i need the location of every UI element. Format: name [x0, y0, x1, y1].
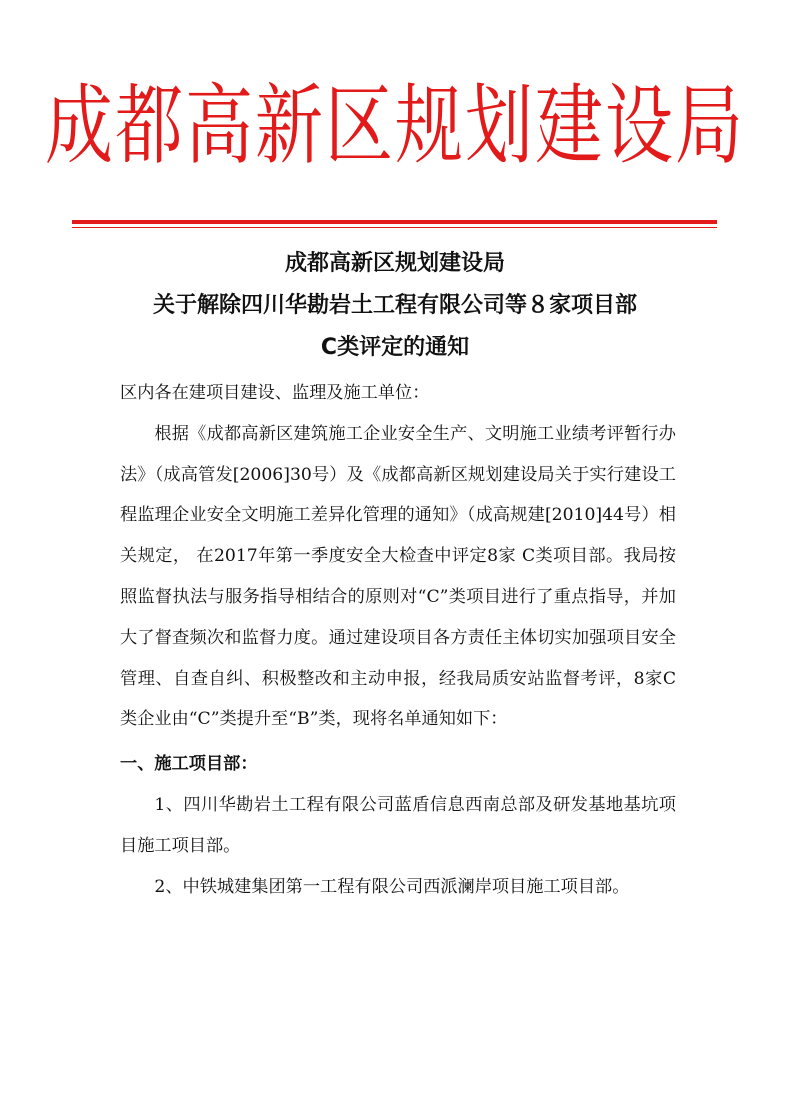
letterhead-rule-thin [72, 227, 717, 228]
document-title-line-3: C类评定的通知 [320, 335, 470, 360]
salutation: 区内各在建项目建设、监理及施工单位： [120, 383, 430, 403]
document-title-line-2: 关于解除四川华勘岩土工程有限公司等８家项目部 [152, 293, 637, 318]
document-title-line-1: 成都高新区规划建设局 [284, 251, 505, 276]
document-body [120, 373, 676, 907]
letterhead-rule-thick [72, 220, 717, 224]
section-heading: 一、施工项目部： [120, 754, 258, 775]
list-item: 2、中铁城建集团第一工程有限公司西派澜岸项目施工项目部。 [154, 876, 630, 897]
list-item: 1、四川华勘岩土工程有限公司蓝盾信息西南总部及研发基地基坑项目施工项目部。 [120, 794, 676, 856]
body-paragraph: 根据《成都高新区建筑施工企业安全生产、文明施工业绩考评暂行办法》（成高管发[2006]30号）及《成都高新区规划建设局关于实行建设工程监理企业安全文明施工差异化管理的通知》（成高规建[2010]44号）相关规定， 在2017年第一季度安全大检查中评定8家 C类项目部。我局按照监督执法与服务指导相结合的原则对“C”类项目进行了重点指导，并加大了督查频次和监督力度。通过建设项目各方责任主体切实加强项目安全管理、自查自纠、积极整改和主动申报，经我局质安站监督考评，8家C类企业由“C”类提升至“B”类，现将名单通知如下： [120, 423, 676, 730]
letterhead-title: 成都高新区规划建设局 [44, 76, 745, 178]
